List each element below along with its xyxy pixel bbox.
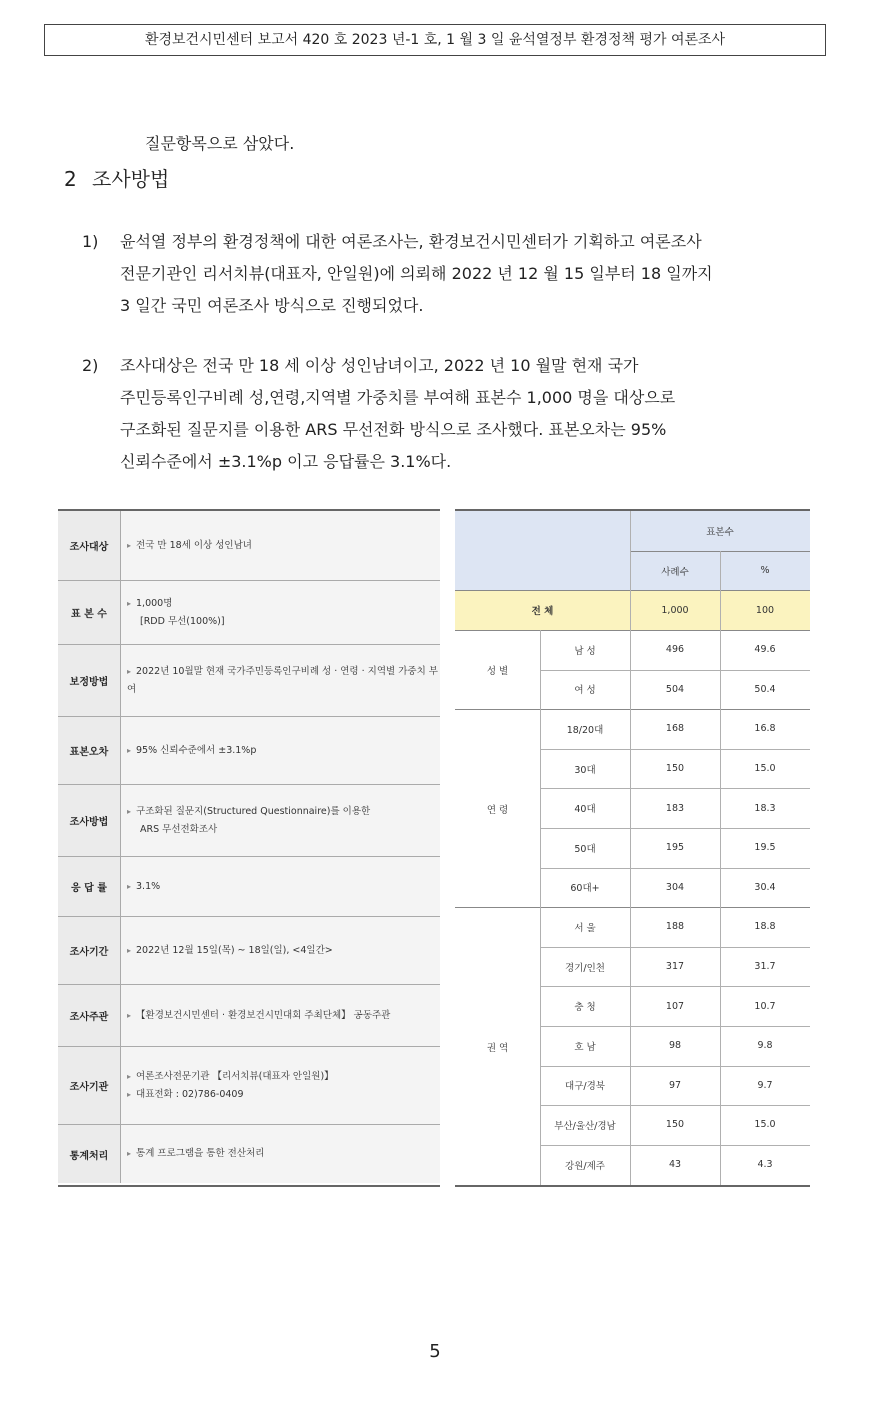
row-percent: 31.7 (754, 961, 776, 973)
arrow-icon: ▸ (127, 666, 132, 676)
row-label: 표 본 수 (58, 581, 121, 644)
row-category-label: 충 청 (574, 1002, 596, 1014)
survey-overview-table (58, 509, 440, 1187)
column-divider (720, 551, 721, 1185)
row-value: 여론조사전문기관 【리서치뷰(대표자 안일원)】 (136, 1070, 334, 1082)
arrow-icon: ▸ (127, 1149, 132, 1158)
group-divider (455, 709, 810, 710)
row-divider (540, 788, 810, 789)
table-row (58, 1125, 440, 1183)
arrow-icon: ▸ (127, 1010, 132, 1020)
row-content (121, 857, 440, 916)
col-header-count: 사례수 (630, 551, 720, 590)
row-value: 2022년 12월 15일(목) ~ 18일(일), <4일간> (136, 944, 333, 956)
row-count: 304 (665, 881, 685, 893)
row-count: 107 (665, 1000, 685, 1012)
row-divider (540, 1145, 810, 1146)
group-label-age: 연 령 (486, 805, 509, 816)
paragraph-number: 1) (82, 232, 99, 251)
row-divider (540, 670, 810, 671)
continuation-text: 질문항목으로 삼았다. (145, 134, 295, 153)
paragraph-number: 2) (82, 356, 99, 375)
row-count: 195 (665, 842, 685, 854)
table-header-blank (455, 511, 630, 590)
section-heading (64, 163, 169, 192)
row-divider (540, 828, 810, 829)
row-count: 43 (668, 1159, 682, 1171)
row-label: 조사주관 (58, 985, 121, 1046)
table-row (58, 857, 440, 917)
arrow-icon: ▸ (127, 1071, 132, 1081)
row-category-label: 강원/제주 (565, 1160, 605, 1172)
row-divider (540, 986, 810, 987)
page-number: 5 (429, 1341, 441, 1362)
row-category-label: 부산/울산/경남 (554, 1120, 616, 1132)
arrow-icon: ▸ (127, 598, 132, 608)
row-value: 전국 만 18세 이상 성인남녀 (136, 539, 252, 551)
sample-distribution-table (455, 509, 810, 1187)
report-header: 환경보건시민센터 보고서 420 호 2023 년-1 호, 1 월 3 일 윤석열정부 환경정책 평가 여론조사 (44, 24, 826, 56)
row-value: [RDD 무선(100%)] (140, 615, 225, 627)
row-count: 188 (665, 921, 685, 933)
paragraph-1 (82, 226, 713, 322)
row-percent: 15.0 (754, 763, 776, 775)
row-percent: 9.8 (757, 1040, 773, 1052)
row-value: 【환경보건시민센터 · 환경보건시민대회 주최단체】 공동주관 (136, 1009, 391, 1021)
row-content (121, 1125, 440, 1183)
row-count: 150 (665, 763, 685, 775)
row-percent: 15.0 (754, 1119, 776, 1131)
paragraph-line: 주민등록인구비례 성,연령,지역별 가중치를 부여해 표본수 1,000 명을 대상으로 (120, 388, 676, 407)
row-label: 보정방법 (58, 645, 121, 716)
row-label: 조사대상 (58, 511, 121, 580)
row-percent: 18.3 (754, 802, 776, 814)
row-percent: 9.7 (757, 1079, 773, 1091)
paragraph-2 (82, 350, 675, 478)
column-divider (540, 630, 541, 1185)
row-content (121, 985, 440, 1046)
row-divider (540, 947, 810, 948)
row-value: 1,000명 (136, 597, 173, 609)
row-value: ARS 무선전화조사 (140, 823, 218, 835)
arrow-icon: ▸ (127, 1089, 132, 1099)
table-row (58, 1047, 440, 1125)
table-row (58, 581, 440, 645)
row-percent: 30.4 (754, 881, 776, 893)
row-content (121, 1047, 440, 1124)
row-percent: 16.8 (754, 723, 776, 735)
row-value: 통계 프로그램을 통한 전산처리 (136, 1148, 265, 1159)
row-content (121, 717, 440, 784)
row-category-label: 30대 (574, 764, 596, 776)
group-divider (455, 630, 810, 631)
table-row (58, 645, 440, 717)
row-content (121, 917, 440, 984)
paragraph-line: 조사대상은 전국 만 18 세 이상 성인남녀이고, 2022 년 10 월말 현재 국가 (120, 356, 639, 375)
row-percent: 19.5 (754, 842, 776, 854)
row-percent: 49.6 (754, 644, 776, 656)
row-count: 168 (665, 723, 685, 735)
group-divider (455, 907, 810, 908)
arrow-icon: ▸ (127, 745, 132, 755)
table-row (58, 511, 440, 581)
row-value: 구조화된 질문지(Structured Questionnaire)를 이용한 (136, 805, 371, 817)
table-row (58, 985, 440, 1047)
row-percent: 4.3 (757, 1159, 773, 1171)
row-label: 조사방법 (58, 785, 121, 856)
table-row (58, 785, 440, 857)
arrow-icon: ▸ (127, 540, 132, 550)
row-divider (540, 749, 810, 750)
group-divider (455, 590, 810, 591)
row-percent: 50.4 (754, 683, 776, 695)
row-category-label: 경기/인천 (565, 962, 605, 974)
row-divider (540, 1026, 810, 1027)
row-label: 조사기간 (58, 917, 121, 984)
row-count: 317 (665, 961, 685, 973)
group-label-region: 권 역 (486, 1042, 509, 1054)
arrow-icon: ▸ (127, 881, 132, 891)
row-label: 표본오차 (58, 717, 121, 784)
paragraph-line: 구조화된 질문지를 이용한 ARS 무선전화 방식으로 조사했다. 표본오차는 95% (120, 420, 667, 439)
row-category-label: 호 남 (574, 1041, 596, 1053)
row-content (121, 511, 440, 580)
row-category-label: 대구/경북 (565, 1081, 605, 1093)
paragraph-line: 윤석열 정부의 환경정책에 대한 여론조사는, 환경보건시민센터가 기획하고 여론조사 (120, 232, 702, 251)
row-divider (540, 868, 810, 869)
col-header-percent: % (720, 551, 810, 590)
row-value: 95% 신뢰수준에서 ±3.1%p (136, 744, 257, 756)
table-row (58, 717, 440, 785)
row-divider (540, 1105, 810, 1106)
row-count: 504 (665, 683, 685, 695)
row-value: 대표전화 : 02)786-0409 (136, 1088, 244, 1100)
total-count: 1,000 (630, 590, 720, 630)
row-percent: 18.8 (754, 921, 776, 933)
row-count: 496 (665, 644, 685, 656)
arrow-icon: ▸ (127, 945, 132, 955)
row-value: 2022년 10월말 현재 국가주민등록인구비례 성 · 연령 · 지역별 가중치 부여 (127, 665, 438, 695)
column-divider (630, 511, 631, 1185)
total-percent: 100 (720, 590, 810, 630)
row-percent: 10.7 (754, 1000, 776, 1012)
row-count: 98 (668, 1040, 682, 1052)
row-category-label: 여 성 (574, 685, 596, 697)
total-label: 전 체 (455, 590, 630, 630)
row-count: 150 (665, 1119, 685, 1131)
row-count: 183 (665, 802, 685, 814)
row-category-label: 남 성 (574, 645, 596, 657)
arrow-icon: ▸ (127, 806, 132, 816)
row-count: 97 (668, 1079, 682, 1091)
row-category-label: 40대 (574, 804, 596, 816)
paragraph-line: 3 일간 국민 여론조사 방식으로 진행되었다. (120, 296, 424, 315)
paragraph-line: 전문기관인 리서치뷰(대표자, 안일원)에 의뢰해 2022 년 12 월 15 일부터 18 일까지 (120, 264, 713, 283)
row-divider (540, 1066, 810, 1067)
row-content (121, 785, 440, 856)
row-label: 응 답 률 (58, 857, 121, 916)
row-label: 통계처리 (58, 1125, 121, 1183)
section-title: 조사방법 (92, 167, 170, 191)
row-category-label: 18/20대 (566, 724, 604, 736)
row-label: 조사기관 (58, 1047, 121, 1124)
row-category-label: 50대 (574, 843, 596, 855)
group-label-gender: 성 별 (486, 666, 509, 677)
row-category-label: 60대+ (570, 883, 600, 895)
header-group-label: 표본수 (630, 511, 810, 551)
row-category-label: 서 울 (574, 922, 596, 934)
section-number: 2 (64, 167, 77, 191)
table-row (58, 917, 440, 985)
row-value: 3.1% (136, 880, 161, 892)
row-content (121, 645, 440, 716)
row-content (121, 581, 440, 644)
paragraph-line: 신뢰수준에서 ±3.1%p 이고 응답률은 3.1%다. (120, 452, 452, 471)
